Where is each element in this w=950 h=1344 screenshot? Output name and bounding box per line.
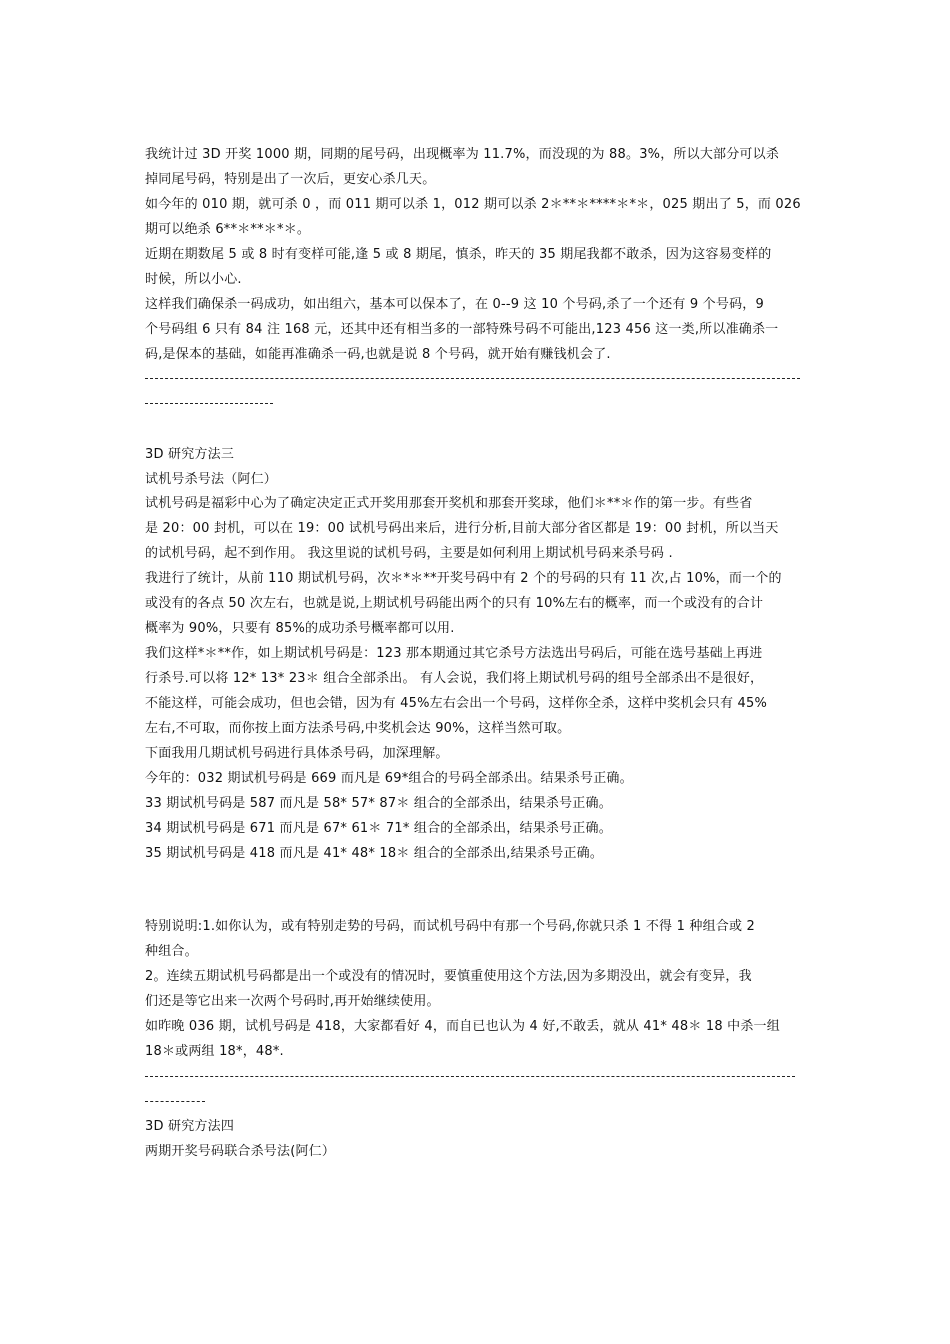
text-line: 我进行了统计，从前 110 期试机号码，次＊*＊**开奖号码中有 2 个的号码的只有 11 次,占 10%，而一个的 bbox=[145, 571, 782, 586]
text-line: 或没有的各点 50 次左右，也就是说,上期试机号码能出两个的只有 10%左右的概率，而一个或没有的合计 bbox=[145, 596, 764, 611]
separator-rule bbox=[145, 378, 800, 379]
section-heading: 3D 研究方法四 bbox=[145, 1119, 235, 1134]
section-subheading: 试机号杀号法（阿仁） bbox=[145, 472, 278, 487]
text-line: 时候，所以小心. bbox=[145, 272, 242, 287]
text-line: 特别说明:1.如你认为，或有特别走势的号码，而试机号码中有那一个号码,你就只杀 1 不得 1 种组合或 2 bbox=[145, 919, 755, 934]
text-line: 期可以绝杀 6**＊**＊*＊。 bbox=[145, 222, 311, 237]
text-line: 们还是等它出来一次两个号码时,再开始继续使用。 bbox=[145, 994, 440, 1009]
text-line: 个号码组 6 只有 84 注 168 元，还其中还有相当多的一部特殊号码不可能出,123 456 这一类,所以准确杀一 bbox=[145, 322, 779, 337]
section-heading: 3D 研究方法三 bbox=[145, 447, 235, 462]
text-line: 今年的：032 期试机号码是 669 而凡是 69*组合的号码全部杀出。结果杀号正确。 bbox=[145, 771, 633, 786]
text-line: 18＊或两组 18*，48*. bbox=[145, 1044, 284, 1059]
text-line: 下面我用几期试机号码进行具体杀号码，加深理解。 bbox=[145, 746, 449, 761]
text-line: 如昨晚 036 期，试机号码是 418，大家都看好 4，而自已也认为 4 好,不敢丢，就从 41* 48＊ 18 中杀一组 bbox=[145, 1019, 780, 1034]
text-line: 2。连续五期试机号码都是出一个或没有的情况时，要慎重使用这个方法,因为多期没出，就会有变异，我 bbox=[145, 969, 752, 984]
text-line: 掉同尾号码，特别是出了一次后，更安心杀几天。 bbox=[145, 172, 436, 187]
text-line: 33 期试机号码是 587 而凡是 58* 57* 87＊ 组合的全部杀出，结果杀号正确。 bbox=[145, 796, 612, 811]
separator-rule bbox=[145, 403, 273, 404]
text-line: 我们这样*＊**作，如上期试机号码是：123 那本期通过其它杀号方法选出号码后，可能在选号基础上再进 bbox=[145, 646, 763, 661]
text-line: 是 20：00 封机，可以在 19：00 试机号码出来后，进行分析,目前大部分省区都是 19：00 封机，所以当天 bbox=[145, 521, 779, 536]
text-line: 34 期试机号码是 671 而凡是 67* 61＊ 71* 组合的全部杀出，结果杀号正确。 bbox=[145, 821, 612, 836]
text-line: 概率为 90%，只要有 85%的成功杀号概率都可以用. bbox=[145, 621, 455, 636]
text-line: 近期在期数尾 5 或 8 时有变样可能,逢 5 或 8 期尾，慎杀，昨天的 35 期尾我都不敢杀，因为这容易变样的 bbox=[145, 247, 772, 262]
text-line: 种组合。 bbox=[145, 944, 198, 959]
text-line: 的试机号码，起不到作用。 我这里说的试机号码，主要是如何利用上期试机号码来杀号码 . bbox=[145, 546, 673, 561]
text-line: 行杀号.可以将 12* 13* 23＊ 组合全部杀出。 有人会说，我们将上期试机号码的组号全部杀出不是很好， bbox=[145, 671, 764, 686]
text-line: 如今年的 010 期，就可杀 0 ，而 011 期可以杀 1，012 期可以杀 2＊**＊****＊*＊，025 期出了 5，而 026 bbox=[145, 197, 801, 212]
section-subheading: 两期开奖号码联合杀号法(阿仁） bbox=[145, 1144, 336, 1159]
text-line: 试机号码是福彩中心为了确定决定正式开奖用那套开奖机和那套开奖球，他们＊**＊作的第一步。有些省 bbox=[145, 496, 753, 511]
separator-rule bbox=[145, 1101, 205, 1102]
text-line: 35 期试机号码是 418 而凡是 41* 48* 18＊ 组合的全部杀出,结果杀号正确。 bbox=[145, 846, 604, 861]
text-line: 码,是保本的基础，如能再准确杀一码,也就是说 8 个号码，就开始有赚钱机会了. bbox=[145, 347, 611, 362]
text-line: 我统计过 3D 开奖 1000 期，同期的尾号码，出现概率为 11.7%，而没现的为 88。3%，所以大部分可以杀 bbox=[145, 147, 780, 162]
text-line: 左右,不可取，而你按上面方法杀号码,中奖机会达 90%，这样当然可取。 bbox=[145, 721, 571, 736]
separator-rule bbox=[145, 1076, 795, 1077]
text-line: 这样我们确保杀一码成功，如出组六，基本可以保本了，在 0--9 这 10 个号码,杀了一个还有 9 个号码，9 bbox=[145, 297, 764, 312]
text-line: 不能这样，可能会成功，但也会错，因为有 45%左右会出一个号码，这样你全杀，这样中奖机会只有 45% bbox=[145, 696, 768, 711]
